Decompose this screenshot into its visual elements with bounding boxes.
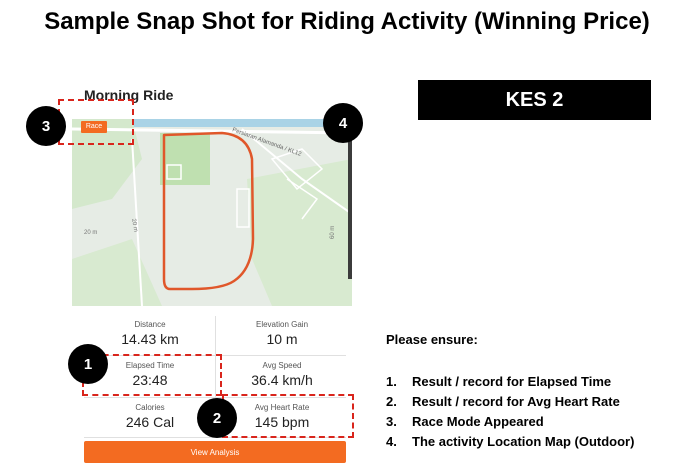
map-edge-bar bbox=[348, 139, 352, 279]
activity-title: Morning Ride bbox=[84, 87, 174, 103]
marker-4: 4 bbox=[323, 103, 363, 143]
stat-value: 145 bpm bbox=[254, 414, 310, 430]
marker-2: 2 bbox=[197, 398, 237, 438]
stat-label: Avg Heart Rate bbox=[254, 403, 310, 412]
elevation-label-1: 20 m bbox=[130, 218, 139, 233]
field-box-2 bbox=[237, 189, 249, 227]
stat-calories bbox=[90, 403, 210, 430]
stat-avg-speed bbox=[222, 361, 342, 388]
highlight-avg-heart-rate bbox=[222, 394, 354, 438]
ensure-title: Please ensure: bbox=[386, 332, 478, 347]
green-area-right bbox=[247, 159, 352, 306]
kes-label-box: KES 2 bbox=[418, 80, 651, 120]
stat-value: 23:48 bbox=[132, 372, 168, 388]
ensure-item: 3. Race Mode Appeared bbox=[386, 414, 544, 429]
stat-value: 10 m bbox=[266, 331, 298, 347]
ensure-item: 1. Result / record for Elapsed Time bbox=[386, 374, 612, 389]
stat-label: Elapsed Time bbox=[125, 361, 175, 370]
view-analysis-button[interactable]: View Analysis bbox=[84, 441, 346, 463]
stat-distance bbox=[90, 320, 210, 347]
ensure-item: 2. Result / record for Avg Heart Rate bbox=[386, 394, 620, 409]
race-badge: Race bbox=[81, 121, 107, 133]
green-area-bottom bbox=[72, 239, 162, 306]
stat-label: Distance bbox=[134, 320, 166, 329]
elevation-label-2: 20 m bbox=[84, 230, 98, 236]
road-name-label: Persiaran Alamanda / KL12 bbox=[231, 127, 303, 158]
map-graphic bbox=[72, 119, 352, 306]
elevation-label-3: 60 m bbox=[330, 225, 336, 239]
ensure-list bbox=[386, 374, 634, 454]
stat-value: 14.43 km bbox=[121, 331, 179, 347]
stat-label: Avg Speed bbox=[262, 361, 302, 370]
stat-value: 246 Cal bbox=[125, 414, 175, 430]
ensure-item: 4. The activity Location Map (Outdoor) bbox=[386, 434, 635, 449]
stat-value: 36.4 km/h bbox=[251, 372, 313, 388]
stat-label: Calories bbox=[135, 403, 165, 412]
highlight-race-mode bbox=[58, 99, 134, 145]
page-title: Sample Snap Shot for Riding Activity (Winning Price) bbox=[44, 8, 650, 35]
marker-1: 1 bbox=[68, 344, 108, 384]
marker-3: 3 bbox=[26, 106, 66, 146]
stat-elevation-gain bbox=[222, 320, 342, 347]
stat-label: Elevation Gain bbox=[255, 320, 309, 329]
activity-map[interactable] bbox=[72, 119, 352, 306]
